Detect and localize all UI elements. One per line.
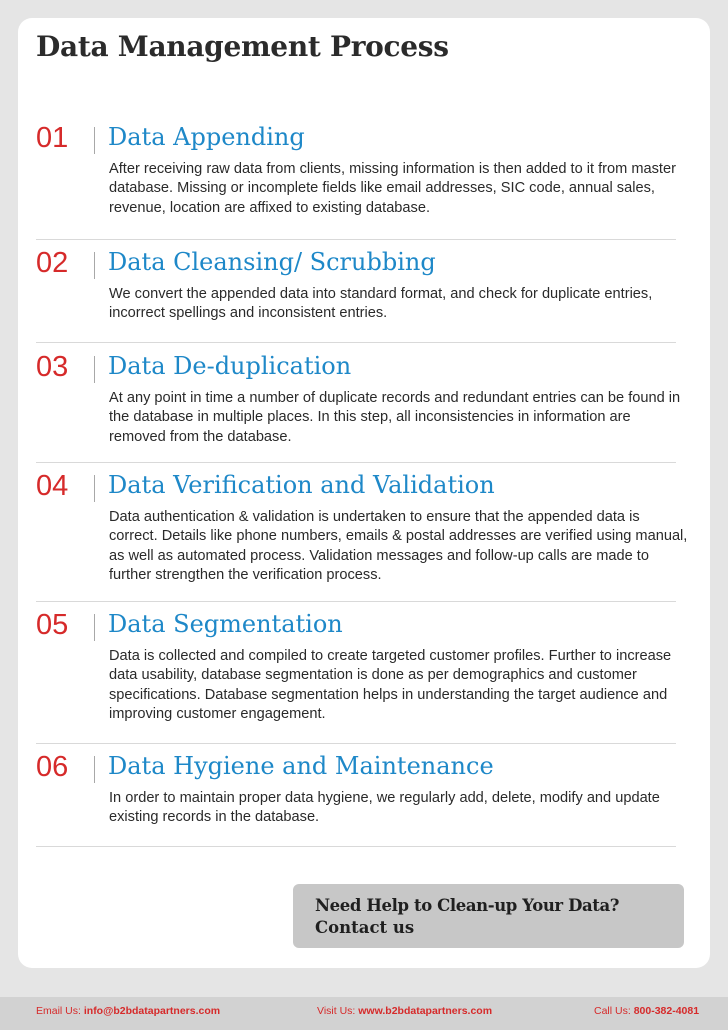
step-description: After receiving raw data from clients, missing information is then added to it from master database. Missing or incomplete fields like email addresses, SIC code, annual sales, revenue, location are affixed to existing database. <box>109 161 676 216</box>
footer-email-label: Email Us: <box>36 1005 81 1017</box>
step-title: Data Hygiene and Maintenance <box>108 752 494 780</box>
step-separator <box>94 252 95 279</box>
footer-website-label: Visit Us: <box>317 1005 356 1017</box>
step-separator <box>94 756 95 783</box>
step-description: We convert the appended data into standard format, and check for duplicate entries, incorrect spellings and inconsistent entries. <box>109 286 653 322</box>
page-title: Data Management Process <box>36 30 449 63</box>
divider <box>36 462 676 463</box>
step-number: 01 <box>36 122 69 154</box>
step-description: In order to maintain proper data hygiene, we regularly add, delete, modify and update existing records in the database. <box>109 790 660 826</box>
footer-phone-label: Call Us: <box>594 1005 631 1017</box>
divider <box>36 239 676 240</box>
cta-box <box>293 884 684 948</box>
footer-phone <box>594 1005 699 1017</box>
step-separator <box>94 127 95 154</box>
step-number: 03 <box>36 351 69 383</box>
step-title: Data Appending <box>108 123 305 151</box>
divider <box>36 342 676 343</box>
step-number: 04 <box>36 470 69 502</box>
step-description: Data authentication & validation is undertaken to ensure that the appended data is correct. Details like phone numbers, emails & postal addresses are verified using manual, as well as automated process. Validation messages and follow-up calls are made to further strengthen the verification process. <box>109 509 688 584</box>
step-description: At any point in time a number of duplicate records and redundant entries can be found in the database in multiple places. In this step, all inconsistencies in information are removed from the database. <box>109 390 681 445</box>
cta-question: Need Help to Clean-up Your Data? <box>315 896 620 915</box>
website-link[interactable]: www.b2bdatapartners.com <box>358 1005 493 1017</box>
step-title: Data Segmentation <box>108 610 343 638</box>
phone-link[interactable]: 800-382-4081 <box>633 1005 700 1017</box>
step-number: 02 <box>36 247 69 279</box>
divider <box>36 601 676 602</box>
step-separator <box>94 614 95 641</box>
step-separator <box>94 356 95 383</box>
step-title: Data Verification and Validation <box>108 471 495 499</box>
contact-us-link[interactable]: Contact us <box>315 918 415 937</box>
footer <box>0 997 728 1030</box>
step-description: Data is collected and compiled to create targeted customer profiles. Further to increase data usability, database segmentation is done as per demographics and customer specifications. Database segmentation helps in understanding the target audience and improving customer engagement. <box>109 648 672 723</box>
divider <box>36 743 676 744</box>
step-separator <box>94 475 95 502</box>
email-link[interactable]: info@b2bdatapartners.com <box>83 1005 221 1017</box>
step-title: Data De-duplication <box>108 352 352 380</box>
footer-website <box>317 1005 492 1017</box>
footer-email <box>36 1005 220 1017</box>
step-number: 06 <box>36 751 69 783</box>
divider <box>36 846 676 847</box>
step-title: Data Cleansing/ Scrubbing <box>108 248 436 276</box>
step-number: 05 <box>36 609 69 641</box>
